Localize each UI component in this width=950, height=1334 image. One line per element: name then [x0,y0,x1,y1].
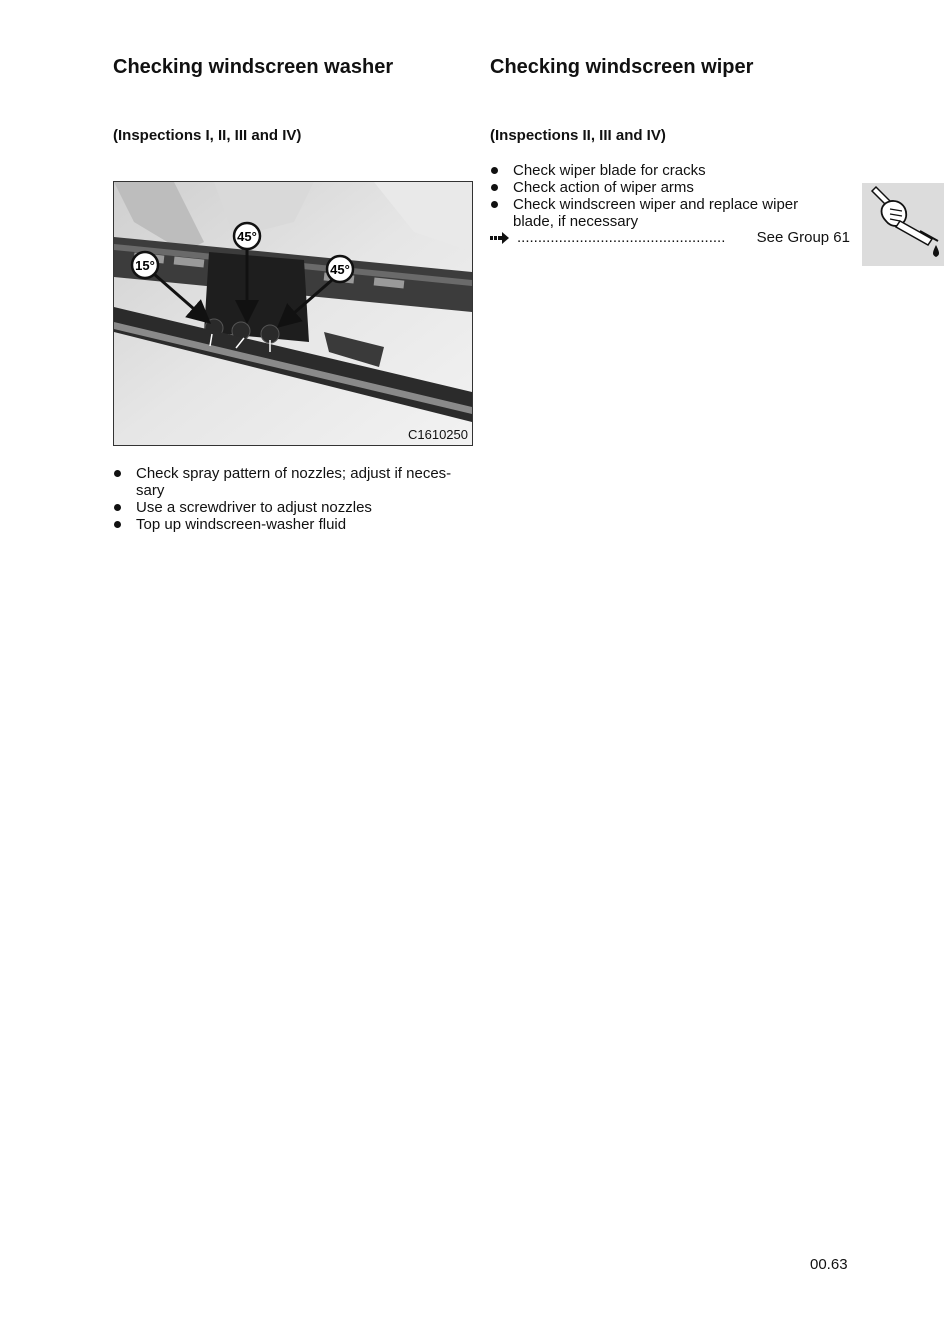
list-item: Use a screwdriver to adjust nozzles [113,499,471,516]
wiper-section-title: Checking windscreen wiper [490,56,754,78]
svg-text:45°: 45° [330,262,350,277]
list-item: Check wiper blade for cracks [490,162,835,179]
nozzle-photo-illustration [114,182,472,445]
washer-inspections-subtitle: (Inspections I, II, III and IV) [113,127,302,144]
group-reference [490,229,850,247]
reference-arrow-icon [490,229,510,247]
angle-callout-45-right [327,256,353,282]
angle-callout-15 [132,252,158,278]
list-item: Check windscreen wiper and replace wiper blade, if necessary [490,196,835,230]
reference-text: See Group 61 [756,229,850,246]
list-item: Check spray pattern of nozzles; adjust if neces-sary [113,465,471,499]
wiper-inspections-subtitle: (Inspections II, III and IV) [490,127,666,144]
angle-callout-45-center [234,223,260,249]
page-number: 00.63 [810,1256,848,1273]
hand-tool-oil-drop-icon [862,183,944,266]
reference-leader-dots: .................................................. [517,229,726,246]
svg-text:45°: 45° [237,229,257,244]
wiper-checklist [490,162,835,230]
washer-checklist [113,465,471,533]
washer-nozzle-photo [113,181,473,446]
list-item: Check action of wiper arms [490,179,835,196]
list-item: Top up windscreen-washer fluid [113,516,471,533]
figure-code: C1610250 [408,427,468,442]
washer-section-title: Checking windscreen washer [113,56,394,78]
svg-text:15°: 15° [135,258,155,273]
